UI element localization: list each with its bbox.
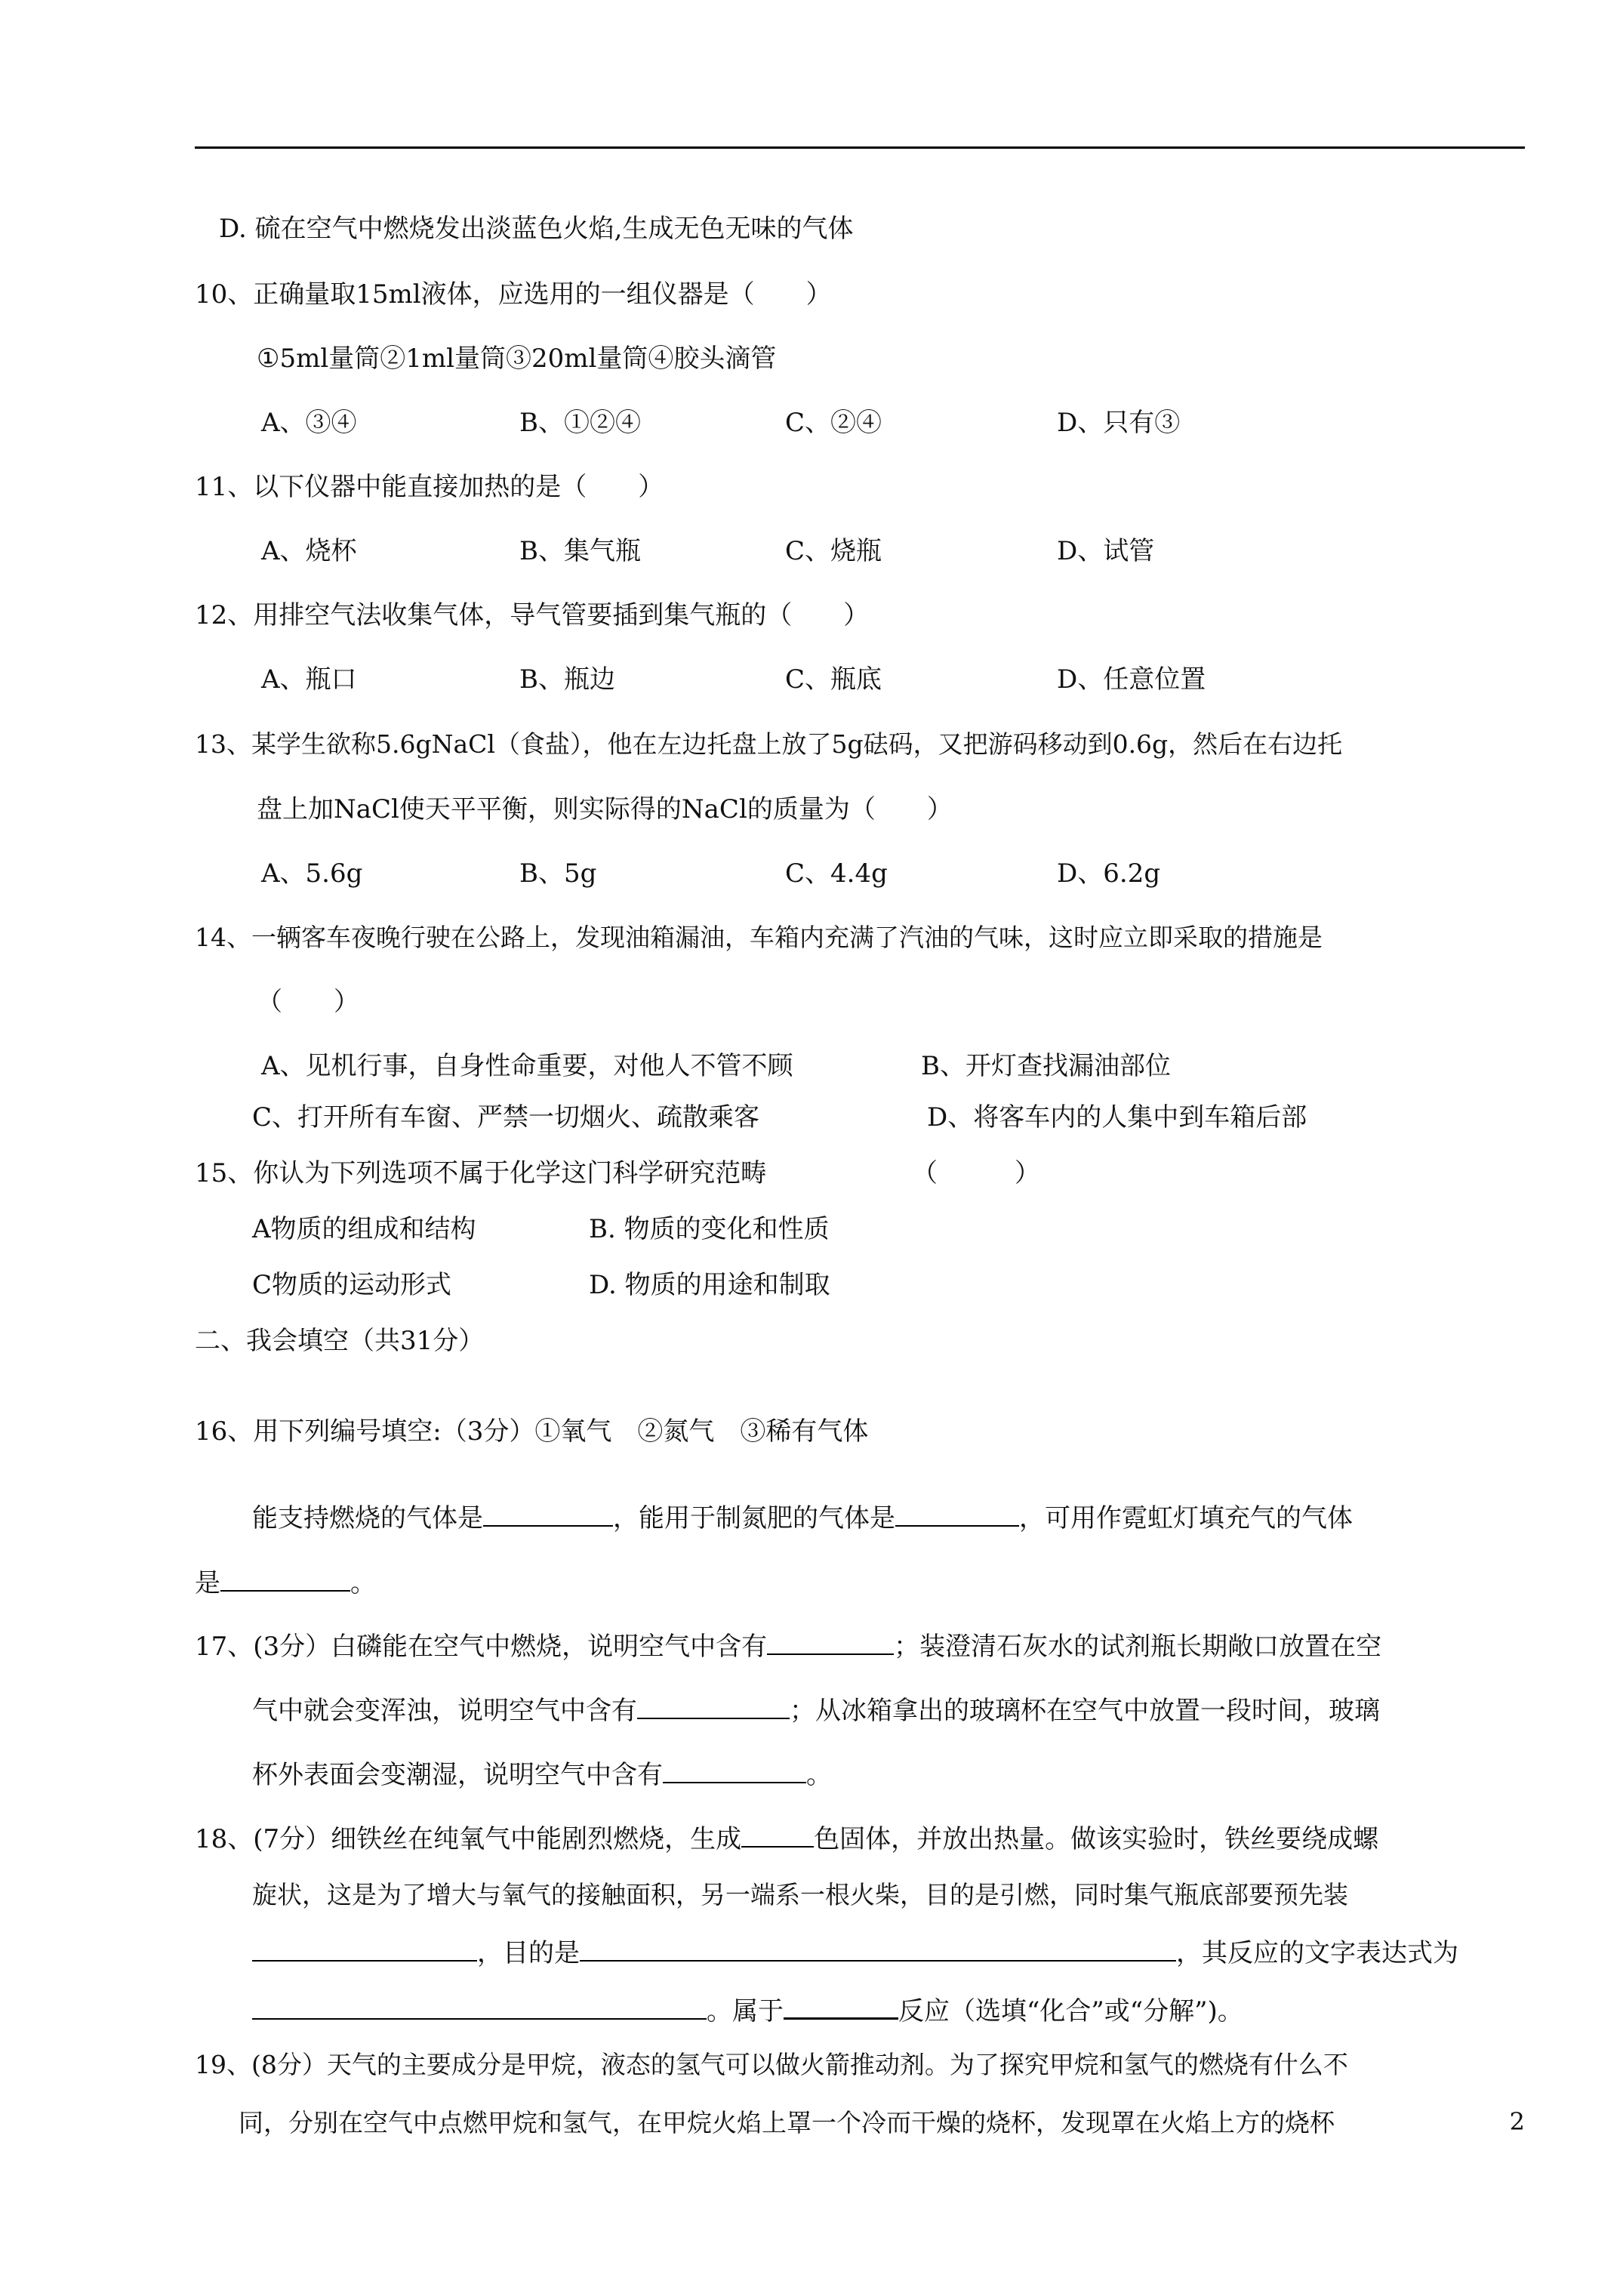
q17-text-d: ；从冰箱拿出的玻璃杯在空气中放置一段时间，玻璃: [790, 1696, 1380, 1726]
q16-blank-2[interactable]: [895, 1502, 1019, 1527]
q18-text-c: ，目的是: [477, 1938, 580, 1968]
q18-blank-2[interactable]: [252, 1937, 477, 1962]
q15-option-c[interactable]: C物质的运动形式: [252, 1270, 452, 1300]
q10-option-d[interactable]: D、只有③: [1057, 408, 1181, 438]
q10-option-a[interactable]: A、③④: [261, 408, 357, 438]
q17-line2: [252, 1695, 1380, 1726]
q18-line3: [252, 1937, 1458, 1968]
q18-line1: [195, 1823, 1378, 1854]
q17-blank-2[interactable]: [637, 1695, 790, 1719]
q19-line2: 同，分别在空气中点燃甲烷和氢气，在甲烷火焰上罩一个冷而干燥的烧杯，发现罩在火焰上方的烧杯: [239, 2108, 1335, 2137]
q15-answer-paren: （ ）: [912, 1158, 1040, 1188]
q18-line2: 旋状，这是为了增大与氧气的接触面积，另一端系一根火柴，目的是引燃，同时集气瓶底部要预先装: [252, 1880, 1348, 1909]
q16-text-a: 能支持燃烧的气体是: [252, 1503, 483, 1533]
q13-stem-line1: 13、某学生欲称5.6gNaCl（食盐），他在左边托盘上放了5g砝码，又把游码移动到0.6g，然后在右边托: [195, 729, 1343, 759]
q16-blank-3[interactable]: [220, 1567, 350, 1592]
q18-text-a: 18、(7分）细铁丝在纯氧气中能剧烈燃烧，生成: [195, 1824, 742, 1854]
q13-option-d[interactable]: D、6.2g: [1057, 858, 1161, 889]
q16-text-d: 是: [195, 1568, 220, 1598]
q14-option-d[interactable]: D、将客车内的人集中到车箱后部: [927, 1102, 1307, 1133]
q13-option-b[interactable]: B、5g: [519, 858, 597, 889]
q16-text-b: ，能用于制氮肥的气体是: [613, 1503, 895, 1533]
q12-stem: 12、用排空气法收集气体，导气管要插到集气瓶的（ ）: [195, 600, 870, 630]
q19-line1: 19、(8分）天气的主要成分是甲烷，液态的氢气可以做火箭推动剂。为了探究甲烷和氢气的燃烧有什么不: [195, 2050, 1348, 2079]
q11-stem: 11、以下仪器中能直接加热的是（ ）: [195, 472, 664, 502]
q18-blank-3[interactable]: [580, 1937, 1176, 1962]
q10-option-b[interactable]: B、①②④: [519, 408, 641, 438]
q10-stem: 10、正确量取15ml液体，应选用的一组仪器是（ ）: [195, 279, 832, 310]
q13-stem-line2: 盘上加NaCl使天平平衡，则实际得的NaCl的质量为（ ）: [257, 794, 953, 824]
q9-option-d: D. 硫在空气中燃烧发出淡蓝色火焰,生成无色无味的气体: [219, 214, 854, 244]
q18-text-f: 反应（选填“化合”或“分解”)。: [898, 1996, 1243, 2026]
section-2-title: 二、我会填空（共31分）: [195, 1326, 485, 1356]
q18-text-b: 色固体，并放出热量。做该实验时，铁丝要绕成螺: [814, 1824, 1379, 1854]
q15-option-b[interactable]: B. 物质的变化和性质: [589, 1214, 830, 1244]
q11-option-c[interactable]: C、烧瓶: [785, 536, 882, 566]
q12-option-c[interactable]: C、瓶底: [785, 664, 882, 695]
q12-option-a[interactable]: A、瓶口: [261, 664, 357, 695]
q16-line2: [195, 1567, 376, 1598]
q17-blank-3[interactable]: [663, 1759, 806, 1783]
q14-option-c[interactable]: C、打开所有车窗、严禁一切烟火、疏散乘客: [252, 1102, 760, 1133]
q17-line1: [195, 1631, 1381, 1662]
q12-option-d[interactable]: D、任意位置: [1057, 664, 1206, 695]
q18-blank-5[interactable]: [784, 1995, 898, 2020]
q15-stem: 15、你认为下列选项不属于化学这门科学研究范畴: [195, 1158, 767, 1188]
q17-line3: [252, 1759, 832, 1790]
q16-text-e: 。: [350, 1568, 376, 1598]
q17-text-c: 气中就会变浑浊，说明空气中含有: [252, 1696, 637, 1726]
q18-text-e: 。属于: [707, 1996, 784, 2026]
q16-stem: 16、用下列编号填空:（3分）①氧气 ②氮气 ③稀有气体: [195, 1416, 869, 1447]
q16-line1: [252, 1502, 1353, 1533]
q17-text-a: 17、(3分）白磷能在空气中燃烧，说明空气中含有: [195, 1632, 768, 1662]
q18-blank-1[interactable]: [741, 1823, 814, 1848]
q18-blank-4[interactable]: [252, 1996, 707, 2020]
q14-stem-line1: 14、一辆客车夜晚行驶在公路上，发现油箱漏油，车箱内充满了汽油的气味，这时应立即采取的措施是: [195, 923, 1323, 952]
q14-option-a[interactable]: A、见机行事，自身性命重要，对他人不管不顾: [261, 1051, 793, 1081]
q13-option-c[interactable]: C、4.4g: [785, 858, 888, 889]
q18-line4: [252, 1995, 1243, 2026]
q12-option-b[interactable]: B、瓶边: [519, 664, 615, 695]
q15-option-d[interactable]: D. 物质的用途和制取: [589, 1270, 830, 1300]
q11-option-b[interactable]: B、集气瓶: [519, 536, 641, 566]
header-rule: [195, 146, 1525, 149]
q10-option-c[interactable]: C、②④: [785, 408, 882, 438]
q16-blank-1[interactable]: [483, 1502, 613, 1527]
q17-text-e: 杯外表面会变潮湿，说明空气中含有: [252, 1760, 663, 1790]
page-number: 2: [1509, 2107, 1525, 2136]
q17-text-f: 。: [806, 1760, 832, 1790]
q13-option-a[interactable]: A、5.6g: [261, 858, 363, 889]
q16-text-c: ，可用作霓虹灯填充气的气体: [1019, 1503, 1353, 1533]
q17-blank-1[interactable]: [767, 1631, 894, 1655]
q15-option-a[interactable]: A物质的组成和结构: [252, 1214, 476, 1244]
q10-items: ①5ml量筒②1ml量筒③20ml量筒④胶头滴管: [257, 344, 777, 374]
q11-option-d[interactable]: D、试管: [1057, 536, 1155, 566]
q17-text-b: ；装澄清石灰水的试剂瓶长期敞口放置在空: [894, 1632, 1382, 1662]
q18-text-d: ，其反应的文字表达式为: [1176, 1938, 1458, 1968]
q14-option-b[interactable]: B、开灯查找漏油部位: [921, 1051, 1171, 1081]
q11-option-a[interactable]: A、烧杯: [261, 536, 357, 566]
q14-stem-line2: （ ）: [257, 987, 359, 1017]
